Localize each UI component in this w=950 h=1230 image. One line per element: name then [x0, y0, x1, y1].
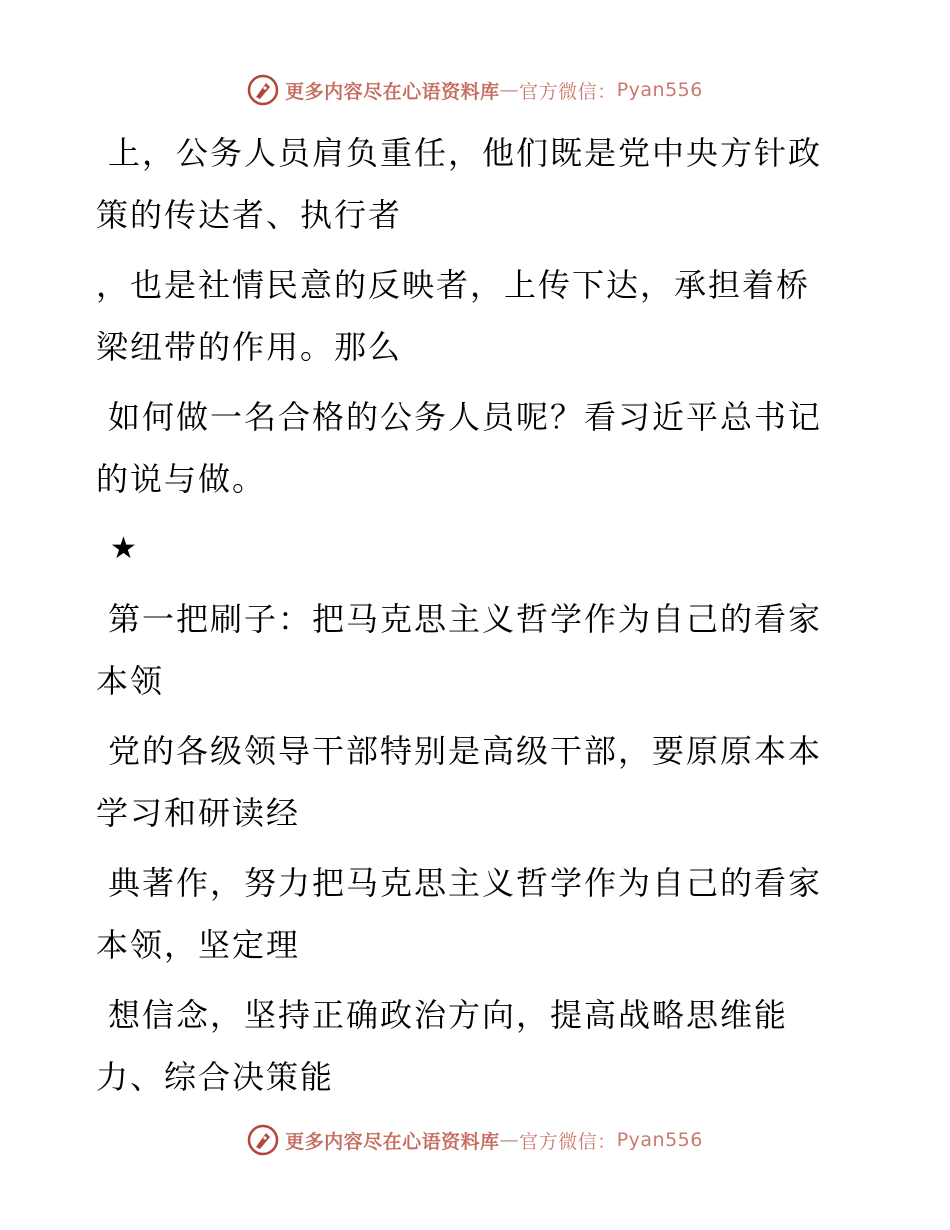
paragraph-line: 梁纽带的作用。那么 [96, 328, 403, 366]
paragraph-line: 党的各级领导干部特别是高级干部，要原原本本 [108, 732, 823, 770]
paragraph [96, 852, 856, 976]
paragraph [96, 122, 856, 246]
watermark-main-text: 更多内容尽在心语资料库 [285, 1130, 500, 1153]
paragraph-line: 本领，坚定理 [96, 926, 301, 964]
watermark-wechat-id: Pyan556 [616, 1129, 703, 1151]
watermark-sub-text: 官方微信： [519, 1130, 617, 1153]
paragraph-line: 力、综合决策能 [96, 1058, 335, 1096]
footer-watermark [0, 1120, 950, 1160]
pen-nib-circle-icon [247, 1124, 279, 1156]
paragraph [96, 984, 856, 1108]
paragraph-line: ，也是社情民意的反映者，上传下达，承担着桥 [96, 266, 811, 304]
paragraph-line: 如何做一名合格的公务人员呢？看习近平总书记 [108, 398, 823, 436]
watermark-main-text: 更多内容尽在心语资料库 [285, 80, 500, 103]
watermark-sub-text: 官方微信： [519, 80, 617, 103]
paragraph [96, 386, 856, 510]
paragraph-line: 策的传达者、执行者 [96, 196, 403, 234]
paragraph-line: 的说与做。 [96, 460, 267, 498]
paragraph-line: 学习和研读经 [96, 794, 301, 832]
paragraph-line: 上，公务人员肩负重任，他们既是党中央方针政 [108, 134, 823, 172]
pen-nib-circle-icon [247, 74, 279, 106]
paragraph [96, 720, 856, 844]
paragraph-line: 想信念，坚持正确政治方向，提高战略思维能 [108, 996, 789, 1034]
header-watermark [0, 70, 950, 110]
section-heading [96, 588, 856, 712]
paragraph-line: 第一把刷子：把马克思主义哲学作为自己的看家 [108, 600, 823, 638]
watermark-dash: — [499, 79, 520, 101]
paragraph-line: 典著作，努力把马克思主义哲学作为自己的看家 [108, 864, 823, 902]
star-icon: ★ [110, 531, 137, 566]
paragraph [96, 254, 856, 378]
watermark-wechat-id: Pyan556 [616, 79, 703, 101]
document-body [96, 122, 856, 1116]
watermark-dash: — [499, 1129, 520, 1151]
paragraph-line: 本领 [96, 662, 165, 700]
